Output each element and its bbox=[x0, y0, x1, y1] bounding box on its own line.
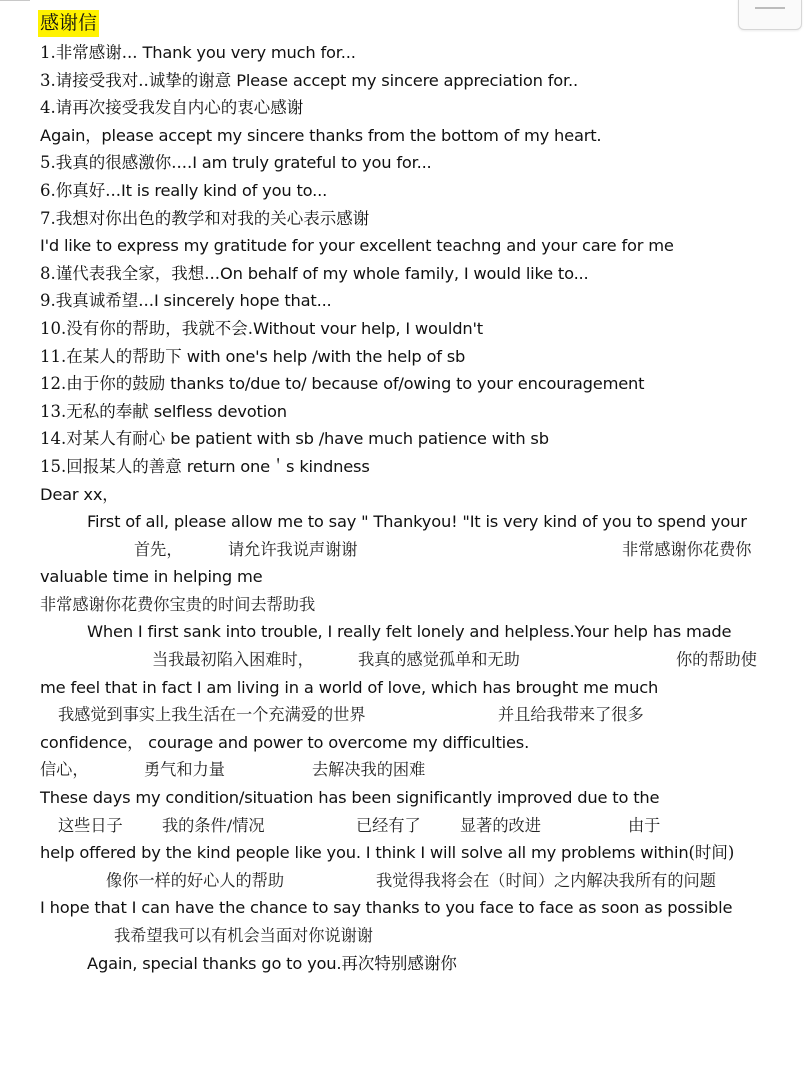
letter-line: help offered by the kind people like you. I think I will solve all my problems within(时间) bbox=[40, 843, 735, 863]
list-item: 8.谨代表我全家，我想...On behalf of my whole family, I would like to... bbox=[40, 263, 589, 283]
phrase-list bbox=[40, 39, 800, 481]
document-body bbox=[40, 10, 800, 977]
list-item: 9.我真诚希望...I sincerely hope that... bbox=[40, 291, 332, 311]
sample-letter bbox=[40, 481, 800, 978]
doc-title-row bbox=[40, 10, 800, 39]
list-item: 4.请再次接受我发自内心的衷心感谢 bbox=[40, 98, 304, 118]
list-item: 1.非常感谢... Thank you very much for... bbox=[40, 43, 356, 62]
letter-line: I hope that I can have the chance to say thanks to you face to face as soon as possible bbox=[40, 898, 733, 918]
translation-line: 当我最初陷入困难时， 我真的感觉孤单和无助 你的帮助使 bbox=[152, 650, 757, 670]
list-item: 6.你真好...It is really kind of you to... bbox=[40, 180, 328, 200]
translation-line: 信心， 勇气和力量 去解决我的困难 bbox=[40, 760, 426, 780]
translation-line: 这些日子 我的条件/情况 已经有了 显著的改进 由于 bbox=[58, 815, 661, 835]
translation-line: 非常感谢你花费你宝贵的时间去帮助我 bbox=[40, 594, 316, 614]
list-item: 11.在某人的帮助下 with one's help /with the help of sb bbox=[40, 346, 466, 366]
letter-line: me feel that in fact I am living in a world of love, which has brought me much bbox=[40, 677, 659, 697]
translation-line: 像你一样的好心人的帮助 我觉得我将会在（时间）之内解决我所有的问题 bbox=[106, 870, 716, 890]
list-item: 15.回报某人的善意 return one＇s kindness bbox=[40, 456, 370, 476]
menu-icon bbox=[755, 7, 785, 9]
list-item: 7.我想对你出色的教学和对我的关心表示感谢 bbox=[40, 208, 370, 228]
list-item: 12.由于你的鼓励 thanks to/due to/ because of/owing to your encouragement bbox=[40, 374, 645, 394]
letter-line: valuable time in helping me bbox=[40, 567, 263, 587]
list-item: 5.我真的很感激你....I am truly grateful to you for... bbox=[40, 153, 432, 173]
list-item: I'd like to express my gratitude for your excellent teachng and your care for me bbox=[40, 236, 674, 256]
letter-closing: Again, special thanks go to you.再次特别感谢你 bbox=[87, 953, 457, 973]
letter-line: When I first sank into trouble, I really felt lonely and helpless.Your help has made bbox=[87, 622, 732, 642]
letter-line: First of all, please allow me to say " Thankyou! "It is very kind of you to spend your bbox=[87, 512, 747, 532]
letter-line: These days my condition/situation has been significantly improved due to the bbox=[40, 788, 660, 808]
letter-line: confidence， courage and power to overcome my difficulties. bbox=[40, 732, 530, 752]
translation-line: 我感觉到事实上我生活在一个充满爱的世界 并且给我带来了很多 bbox=[58, 705, 644, 725]
top-left-rule bbox=[0, 0, 30, 1]
letter-greeting: Dear xx， bbox=[40, 484, 119, 504]
doc-title: 感谢信 bbox=[38, 10, 99, 37]
list-item: 10.没有你的帮助，我就不会.Without vour help, I wouldn't bbox=[40, 318, 483, 338]
translation-line: 我希望我可以有机会当面对你说谢谢 bbox=[114, 926, 373, 945]
translation-line: 首先， 请允许我说声谢谢 非常感谢你花费你 bbox=[134, 539, 752, 559]
list-item: 3.请接受我对..诚挚的谢意 Please accept my sincere appreciation for.. bbox=[40, 70, 578, 90]
list-item: Again，please accept my sincere thanks from the bottom of my heart. bbox=[40, 125, 602, 145]
list-item: 13.无私的奉献 selfless devotion bbox=[40, 401, 287, 421]
list-item: 14.对某人有耐心 be patient with sb /have much patience with sb bbox=[40, 429, 549, 449]
